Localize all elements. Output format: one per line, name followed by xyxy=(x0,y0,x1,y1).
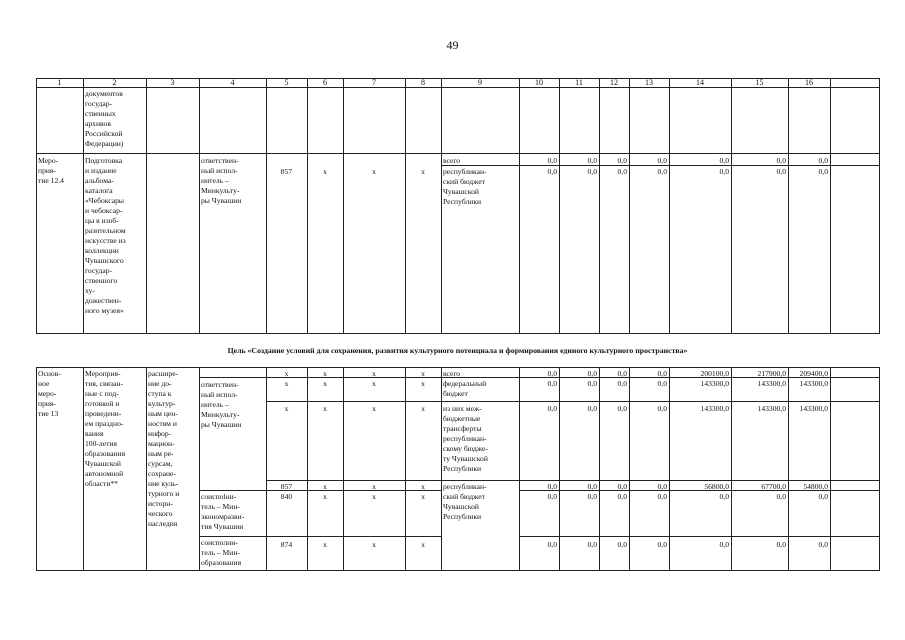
code-cell: x xyxy=(284,404,289,413)
funding-source: всего xyxy=(443,369,461,378)
table-vline xyxy=(731,78,732,334)
table-vline xyxy=(199,78,200,334)
value-cell: 0,0 xyxy=(657,167,667,176)
code-cell: x xyxy=(284,369,289,378)
column-number-2: 2 xyxy=(112,77,117,87)
value-cell: 200100,0 xyxy=(700,369,729,378)
funding-source: республикан- ский бюджет Чувашской Республики xyxy=(443,482,487,521)
measure-label: Основ- ное меро- прия- тие 13 xyxy=(38,369,61,418)
source-republican: республикан- ский бюджет Чувашской Республики xyxy=(443,167,487,206)
table-hline xyxy=(36,153,200,154)
page-number: 49 xyxy=(446,38,459,52)
code-cell: x xyxy=(372,167,376,176)
code-cell: x xyxy=(372,379,376,388)
funding-source: из них меж- бюджетные трансферты республикан- скому бюдже- ту Чувашской Республики xyxy=(443,404,488,473)
column-number-9: 9 xyxy=(478,77,482,87)
table-vline xyxy=(307,367,308,571)
code-cell: x xyxy=(421,482,425,491)
column-number-15: 15 xyxy=(755,77,764,87)
goal-heading: Цель «Создание условий для сохранения, развития культурного потенциала и формирования единого культурного пространства» xyxy=(227,346,688,355)
value-cell: 0,0 xyxy=(818,167,828,176)
measure-goal: расшире- ние до- ступа к культур- ным цен- ностям и инфор- мацион- ным ре- сурсам, сохране- ние куль- турного и истори- ческого наследия xyxy=(148,369,180,528)
table-vline xyxy=(146,78,147,334)
table-vline xyxy=(788,367,789,571)
value-cell: 143300,0 xyxy=(799,404,828,413)
value-cell: 0,0 xyxy=(547,369,557,378)
funding-source: федеральный бюджет xyxy=(443,379,487,398)
table-vline xyxy=(146,367,147,571)
table-vline xyxy=(629,78,630,334)
value-cell: 0,0 xyxy=(547,404,557,413)
table-vline xyxy=(669,367,670,571)
value-cell: 0,0 xyxy=(617,404,627,413)
code-cell: x xyxy=(421,369,425,378)
value-cell: 0,0 xyxy=(719,492,729,501)
table-vline xyxy=(83,367,84,571)
table-vline xyxy=(830,367,831,571)
table-vline xyxy=(405,367,406,571)
value-cell: 54800,0 xyxy=(803,482,828,491)
value-cell: 0,0 xyxy=(818,156,828,165)
code-cell: 840 xyxy=(280,492,293,501)
value-cell: 0,0 xyxy=(617,540,627,549)
value-cell: 0,0 xyxy=(776,492,786,501)
value-cell: 0,0 xyxy=(617,369,627,378)
measure-name: Мероприя- тия, связан- ные с под- готовкой и проведени- ем праздно- вания 100-летия образования Чувашской автономной области** xyxy=(85,369,126,488)
row-a-name: документов государ- ственных архивов Российской Федерации) xyxy=(85,89,124,148)
code-cell: x xyxy=(372,404,376,413)
value-cell: 0,0 xyxy=(657,482,667,491)
column-number-3: 3 xyxy=(170,77,175,87)
code-cell: x xyxy=(323,167,327,176)
value-cell: 0,0 xyxy=(547,540,557,549)
table-vline xyxy=(307,78,308,334)
value-cell: 0,0 xyxy=(776,540,786,549)
value-cell: 0,0 xyxy=(587,369,597,378)
table-hline xyxy=(36,333,880,334)
table-vline xyxy=(599,367,600,571)
code-cell: x xyxy=(372,369,376,378)
table-vline xyxy=(266,367,267,571)
code-cell: x xyxy=(421,379,425,388)
code-cell: 857 xyxy=(280,482,293,491)
value-cell: 0,0 xyxy=(719,540,729,549)
value-cell: 0,0 xyxy=(776,156,786,165)
co-executor-economy: соиспolни- тель – Мин- экономразви- тия Чувашии xyxy=(201,492,245,531)
value-cell: 143300,0 xyxy=(700,404,729,413)
table-vline xyxy=(669,78,670,334)
co-executor-education: соисполни- тель – Мин- образования xyxy=(201,538,242,567)
code-cell: x xyxy=(372,492,376,501)
value-cell: 143300,0 xyxy=(757,379,786,388)
code-cell: x xyxy=(284,379,289,388)
column-number-4: 4 xyxy=(230,77,235,87)
column-number-8: 8 xyxy=(421,77,425,87)
code-cell: 874 xyxy=(280,540,293,549)
responsible-executor: ответствен- ный испол- нитель – Минкульту- ры Чувашии xyxy=(201,156,242,205)
column-number-5: 5 xyxy=(284,77,289,87)
table-vline xyxy=(441,367,442,571)
table-vline xyxy=(879,78,880,334)
value-cell: 0,0 xyxy=(617,167,627,176)
column-number-16: 16 xyxy=(805,77,813,87)
table-vline xyxy=(830,78,831,334)
table-vline xyxy=(83,78,84,334)
value-cell: 0,0 xyxy=(617,482,627,491)
code-cell: x xyxy=(323,540,327,549)
column-number-13: 13 xyxy=(645,77,653,87)
code-cell: x xyxy=(323,379,327,388)
code-cell: 857 xyxy=(280,167,293,176)
table-vline xyxy=(199,367,200,571)
value-cell: 0,0 xyxy=(657,156,667,165)
value-cell: 0,0 xyxy=(587,482,597,491)
measure-label: Меро- прия- тие 12.4 xyxy=(38,156,64,185)
value-cell: 0,0 xyxy=(587,167,597,176)
table-vline xyxy=(36,78,37,334)
table-vline xyxy=(629,367,630,571)
code-cell: x xyxy=(323,482,327,491)
value-cell: 0,0 xyxy=(587,379,597,388)
table-vline xyxy=(405,78,406,334)
table-vline xyxy=(36,367,37,571)
column-number-14: 14 xyxy=(696,77,704,87)
code-cell: x xyxy=(421,540,425,549)
code-cell: x xyxy=(421,167,425,176)
code-cell: x xyxy=(372,540,376,549)
table-vline xyxy=(599,78,600,334)
table-vline xyxy=(343,78,344,334)
value-cell: 0,0 xyxy=(547,379,557,388)
table-vline xyxy=(788,78,789,334)
table-vline xyxy=(519,367,520,571)
value-cell: 143300,0 xyxy=(757,404,786,413)
code-cell: x xyxy=(323,404,327,413)
column-number-11: 11 xyxy=(575,77,583,87)
code-cell: x xyxy=(323,492,327,501)
value-cell: 0,0 xyxy=(617,379,627,388)
value-cell: 0,0 xyxy=(657,404,667,413)
value-cell: 56800,0 xyxy=(704,482,729,491)
value-cell: 0,0 xyxy=(657,379,667,388)
code-cell: x xyxy=(421,492,425,501)
value-cell: 0,0 xyxy=(547,156,557,165)
table-vline xyxy=(559,367,560,571)
code-cell: x xyxy=(421,404,425,413)
value-cell: 0,0 xyxy=(776,167,786,176)
code-cell: x xyxy=(372,482,376,491)
value-cell: 0,0 xyxy=(547,167,557,176)
value-cell: 0,0 xyxy=(587,540,597,549)
source-total: всего xyxy=(443,156,461,165)
value-cell: 0,0 xyxy=(657,540,667,549)
value-cell: 209400,0 xyxy=(799,369,828,378)
column-number-1: 1 xyxy=(57,77,62,87)
column-number-7: 7 xyxy=(372,77,376,87)
value-cell: 0,0 xyxy=(719,156,729,165)
column-number-12: 12 xyxy=(610,77,618,87)
value-cell: 143300,0 xyxy=(799,379,828,388)
value-cell: 0,0 xyxy=(547,492,557,501)
table-vline xyxy=(266,78,267,334)
value-cell: 0,0 xyxy=(617,156,627,165)
value-cell: 0,0 xyxy=(657,492,667,501)
column-number-10: 10 xyxy=(535,77,543,87)
value-cell: 0,0 xyxy=(587,492,597,501)
value-cell: 0,0 xyxy=(547,482,557,491)
measure-name: Подготовка и издание альбома- каталога «Чебоксары и чебоксар- цы в изоб- разительном искусстве из коллекции Чувашского государ- ственного ху- дожествен- ного музея» xyxy=(85,156,126,315)
table-hline xyxy=(36,570,880,571)
table-vline xyxy=(519,78,520,334)
table-hline xyxy=(519,536,880,537)
value-cell: 0,0 xyxy=(818,540,828,549)
table-vline xyxy=(559,78,560,334)
value-cell: 0,0 xyxy=(657,369,667,378)
value-cell: 143300,0 xyxy=(700,379,729,388)
value-cell: 0,0 xyxy=(587,156,597,165)
value-cell: 0,0 xyxy=(719,167,729,176)
table-vline xyxy=(343,367,344,571)
table-vline xyxy=(731,367,732,571)
code-cell: x xyxy=(323,369,327,378)
table-hline xyxy=(36,367,880,368)
responsible-executor: ответствен- ный испол- нитель – Минкульту- ры Чувашии xyxy=(201,380,242,429)
value-cell: 217900,0 xyxy=(757,369,786,378)
value-cell: 67700,0 xyxy=(761,482,786,491)
table-vline xyxy=(879,367,880,571)
column-number-6: 6 xyxy=(323,77,327,87)
value-cell: 0,0 xyxy=(587,404,597,413)
value-cell: 0,0 xyxy=(818,492,828,501)
value-cell: 0,0 xyxy=(617,492,627,501)
table-vline xyxy=(441,78,442,334)
